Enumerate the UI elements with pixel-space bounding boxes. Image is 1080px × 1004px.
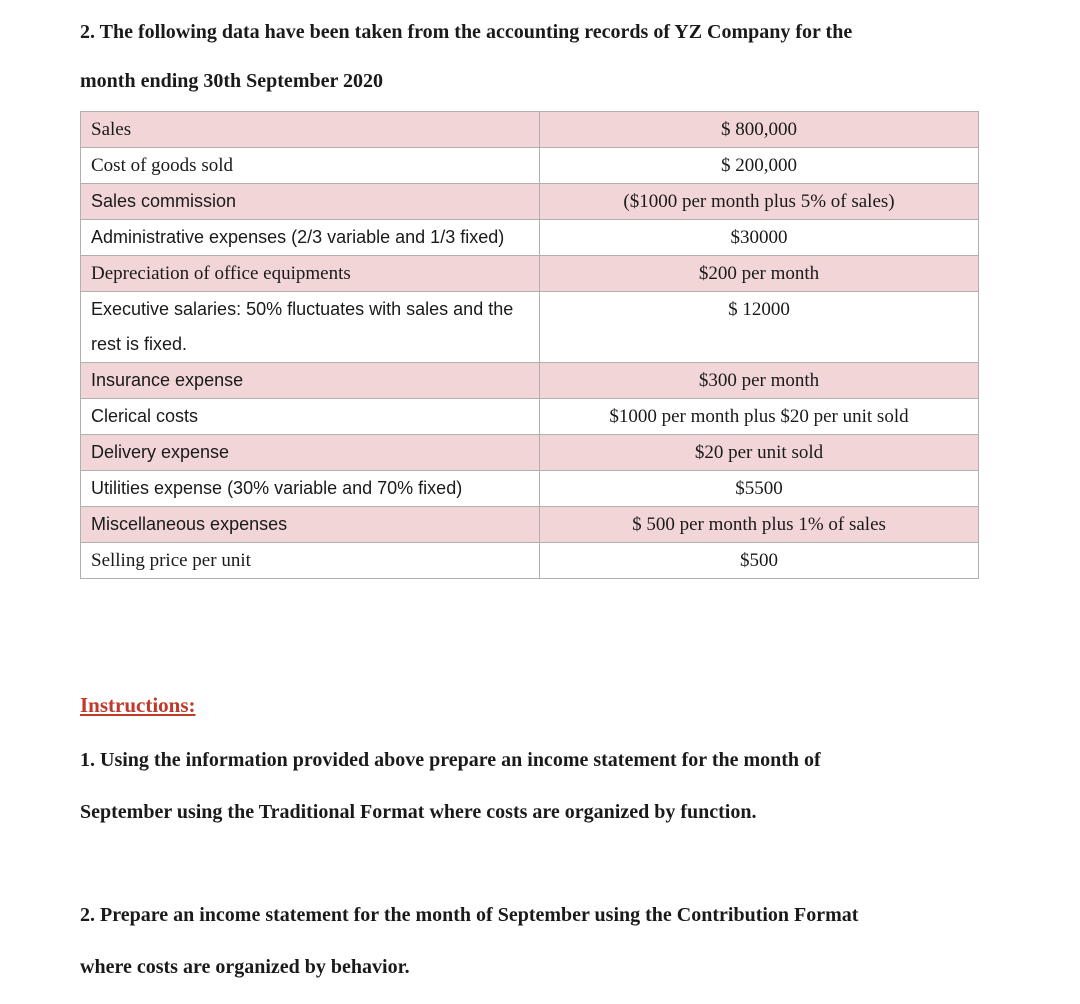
table-row [81,435,979,471]
row-label: Administrative expenses (2/3 variable and 1/3 fixed) [81,220,540,256]
row-label: Executive salaries: 50% fluctuates with sales and the rest is fixed. [81,292,540,363]
table-row [81,256,979,292]
instructions-heading: Instructions: [80,693,196,717]
table-row [81,507,979,543]
instruction-1-line-2: September using the Traditional Format where costs are organized by function. [80,801,757,823]
table-row [81,184,979,220]
table-row [81,363,979,399]
row-value: $ 800,000 [540,112,979,148]
row-label: Sales [81,112,540,148]
row-label: Clerical costs [81,399,540,435]
table-row [81,399,979,435]
instruction-2-line-1: 2. Prepare an income statement for the month of September using the Contribution Format [80,904,859,926]
table-row [81,471,979,507]
row-label: Selling price per unit [81,543,540,579]
accounting-data-table [80,111,979,579]
row-value: $ 500 per month plus 1% of sales [540,507,979,543]
instruction-1-line-1: 1. Using the information provided above prepare an income statement for the month of [80,749,821,771]
row-value: $ 200,000 [540,148,979,184]
row-label: Utilities expense (30% variable and 70% fixed) [81,471,540,507]
table-row [81,543,979,579]
table-row [81,220,979,256]
row-value: $1000 per month plus $20 per unit sold [540,399,979,435]
row-label: Cost of goods sold [81,148,540,184]
table-row [81,148,979,184]
row-value: $300 per month [540,363,979,399]
row-value: $200 per month [540,256,979,292]
row-value: $500 [540,543,979,579]
row-label: Sales commission [81,184,540,220]
table-row [81,112,979,148]
row-label: Depreciation of office equipments [81,256,540,292]
row-value: $ 12000 [540,292,979,363]
question-title: 2. The following data have been taken from the accounting records of YZ Company for the [80,21,853,43]
row-label: Delivery expense [81,435,540,471]
row-value: $30000 [540,220,979,256]
row-value: ($1000 per month plus 5% of sales) [540,184,979,220]
question-subtitle: month ending 30th September 2020 [80,70,383,92]
row-label: Miscellaneous expenses [81,507,540,543]
table-row [81,292,979,363]
row-value: $20 per unit sold [540,435,979,471]
row-value: $5500 [540,471,979,507]
row-label: Insurance expense [81,363,540,399]
instruction-2-line-2: where costs are organized by behavior. [80,956,410,978]
